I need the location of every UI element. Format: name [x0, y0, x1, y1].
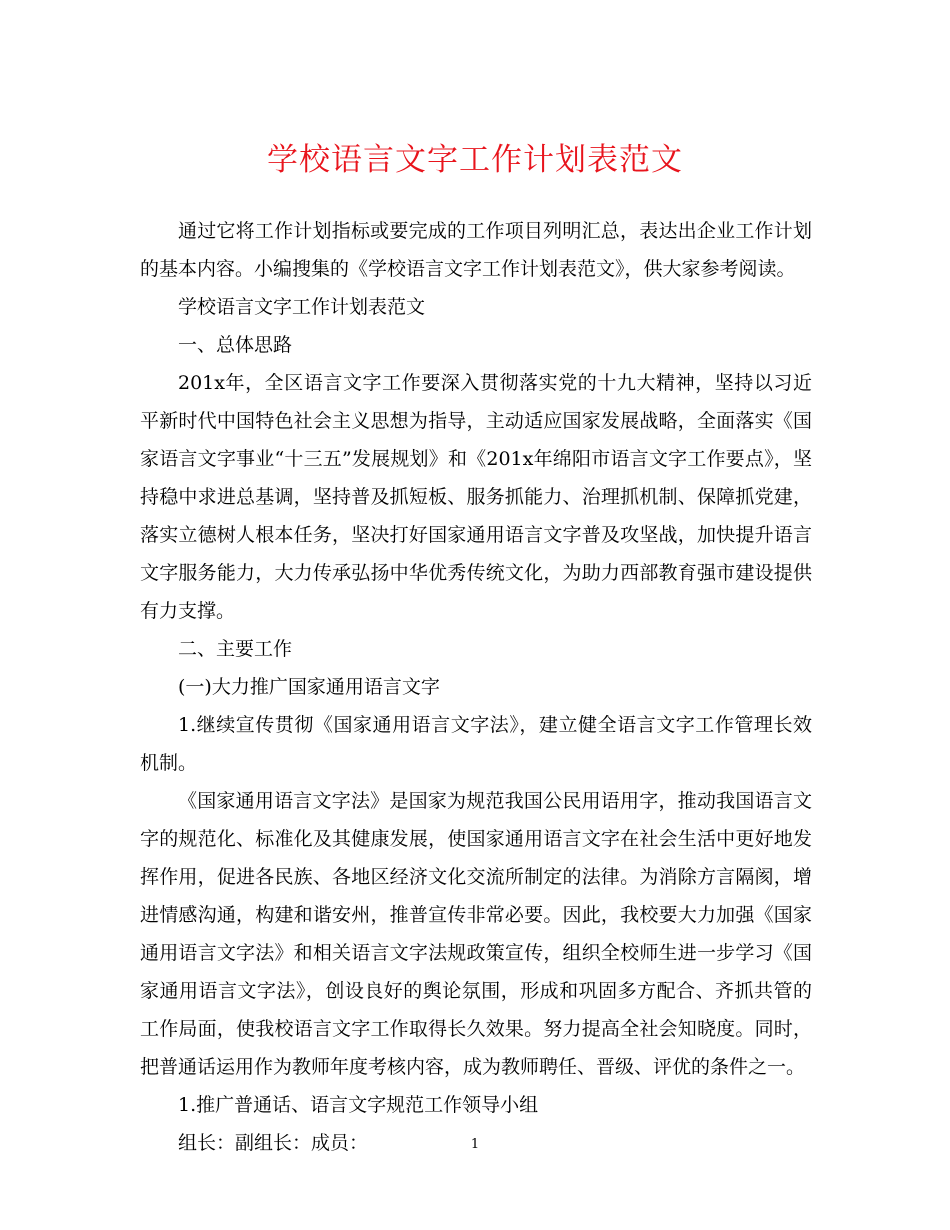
page-number: 1 [470, 1137, 480, 1152]
subtitle-paragraph: 学校语言文字工作计划表范文 [178, 296, 426, 318]
item-paragraph-group: 1.推广普通话、语言文字规范工作领导小组 [178, 1094, 539, 1116]
item-paragraph: 1.继续宣传贯彻《国家通用语言文字法》，建立健全语言文字工作管理长效机制。 [140, 714, 812, 774]
overall-paragraph: 201x年，全区语言文字工作要深入贯彻落实党的十九大精神，坚持以习近平新时代中国特色社会主义思想为指导，主动适应国家发展战略，全面落实《国家语言文字事业“十三五”发展规划》和《201x年绵阳市语言文字工作要点》，坚持稳中求进总基调，坚持普及抓短板、服务抓能力、治理抓机制、保障抓党建，落实立德树人根本任务，坚决打好国家通用语言文字普及攻坚战，加快提升语言文字服务能力，大力传承弘扬中华优秀传统文化，为助力西部教育强市建设提供有力支撑。 [140, 372, 812, 622]
law-paragraph: 《国家通用语言文字法》是国家为规范我国公民用语用字，推动我国语言文字的规范化、标准化及其健康发展，使国家通用语言文字在社会生活中更好地发挥作用，促进各民族、各地区经济文化交流所制定的法律。为消除方言隔阂，增进情感沟通，构建和谐安州，推普宣传非常必要。因此，我校要大力加强《国家通用语言文字法》和相关语言文字法规政策宣传，组织全校师生进一步学习《国家通用语言文字法》，创设良好的舆论氛围，形成和巩固多方配合、齐抓共管的工作局面，使我校语言文字工作取得长久效果。努力提高全社会知晓度。同时，把普通话运用作为教师年度考核内容，成为教师聘任、晋级、评优的条件之一。 [140, 790, 812, 1078]
intro-paragraph: 通过它将工作计划指标或要完成的工作项目列明汇总，表达出企业工作计划的基本内容。小编搜集的《学校语言文字工作计划表范文》，供大家参考阅读。 [140, 220, 812, 280]
section-heading-overall: 一、总体思路 [178, 334, 293, 356]
document-body [140, 212, 812, 1162]
document-title: 学校语言文字工作计划表范文 [267, 142, 683, 178]
section-heading-main-work: 二、主要工作 [178, 638, 293, 660]
group-members-paragraph: 组长：副组长：成员： [178, 1132, 369, 1154]
subsection-heading: (一)大力推广国家通用语言文字 [178, 676, 440, 698]
